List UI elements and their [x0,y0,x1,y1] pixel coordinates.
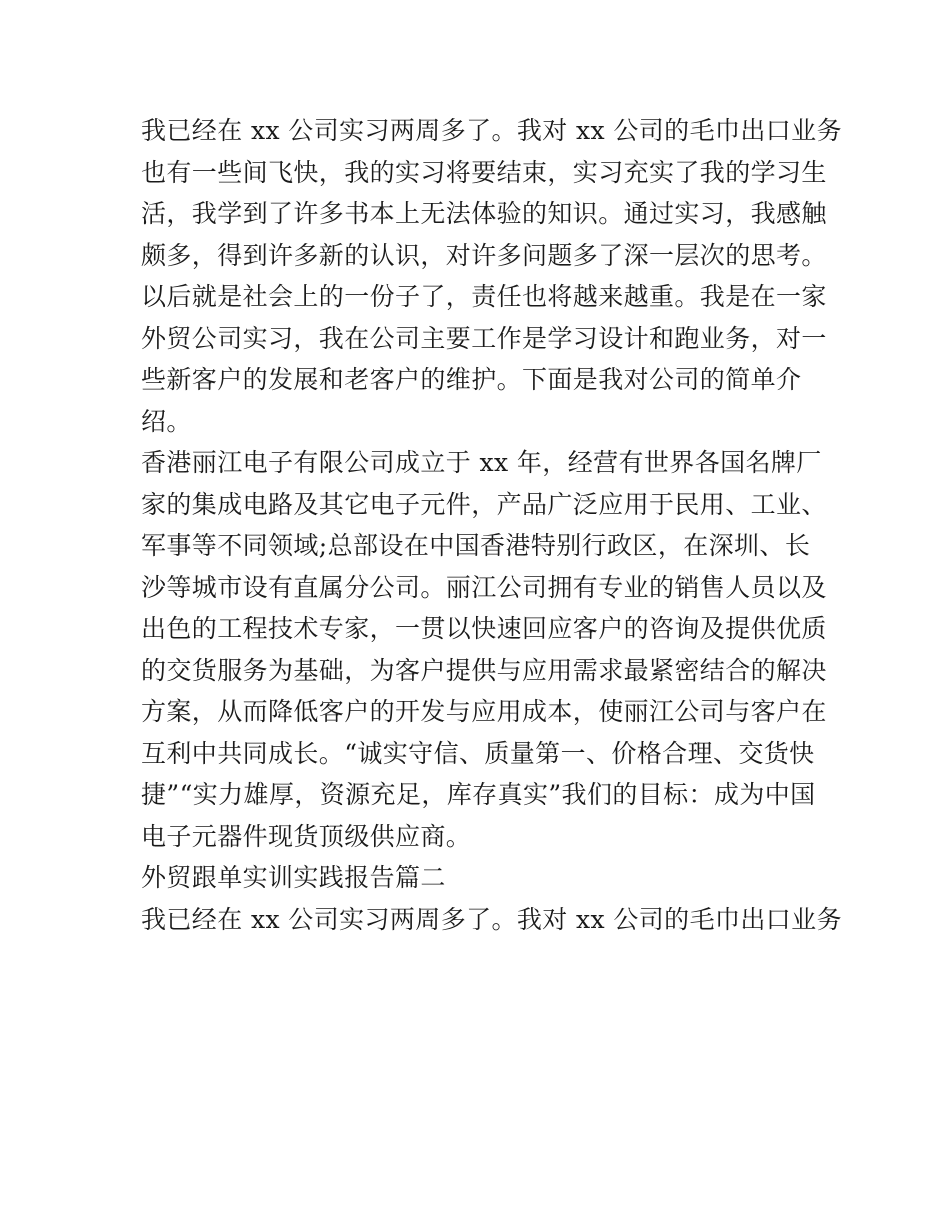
text-line-2: 也有一些间飞快，我的实习将要结束，实习充实了我的学习生 [141,157,827,187]
text-line-17: 捷”“实力雄厚，资源充足，库存真实”我们的目标：成为中国 [141,780,816,809]
text-line-14: 的交货服务为基础，为客户提供与应用需求最紧密结合的解决 [141,655,827,685]
text-line-9: 香港丽江电子有限公司成立于 xx 年，经营有世界各国名牌厂 [141,448,822,477]
text-line-3: 活，我学到了许多书本上无法体验的知识。通过实习，我感触 [141,199,827,228]
text-line-10: 家的集成电路及其它电子元件，产品广泛应用于民用、工业、 [141,489,827,519]
text-line-15: 方案，从而降低客户的开发与应用成本，使丽江公司与客户在 [141,697,827,726]
text-line-18: 电子元器件现货顶级供应商。 [141,821,472,851]
body-text [141,110,842,940]
text-line-16: 互利中共同成长。“诚实守信、质量第一、价格合理、交货快 [141,738,815,768]
text-line-4: 颇多，得到许多新的认识，对许多问题多了深一层次的思考。 [141,240,827,270]
text-line-1: 我已经在 xx 公司实习两周多了。我对 xx 公司的毛巾出口业务 [141,116,842,145]
text-line-12: 沙等城市设有直属分公司。丽江公司拥有专业的销售人员以及 [141,572,827,602]
text-line-11: 军事等不同领域;总部设在中国香港特别行政区，在深圳、长 [141,531,811,560]
text-line-13: 出色的工程技术专家，一贯以快速回应客户的咨询及提供优质 [141,614,827,643]
text-line-5: 以后就是社会上的一份子了，责任也将越来越重。我是在一家 [141,282,827,311]
text-line-8: 绍。 [141,406,192,436]
text-line-20: 我已经在 xx 公司实习两周多了。我对 xx 公司的毛巾出口业务 [141,904,842,934]
section-heading: 外贸跟单实训实践报告篇二 [141,863,446,892]
text-line-7: 些新客户的发展和老客户的维护。下面是我对公司的简单介 [141,365,802,394]
text-line-6: 外贸公司实习，我在公司主要工作是学习设计和跑业务，对一 [141,323,827,353]
